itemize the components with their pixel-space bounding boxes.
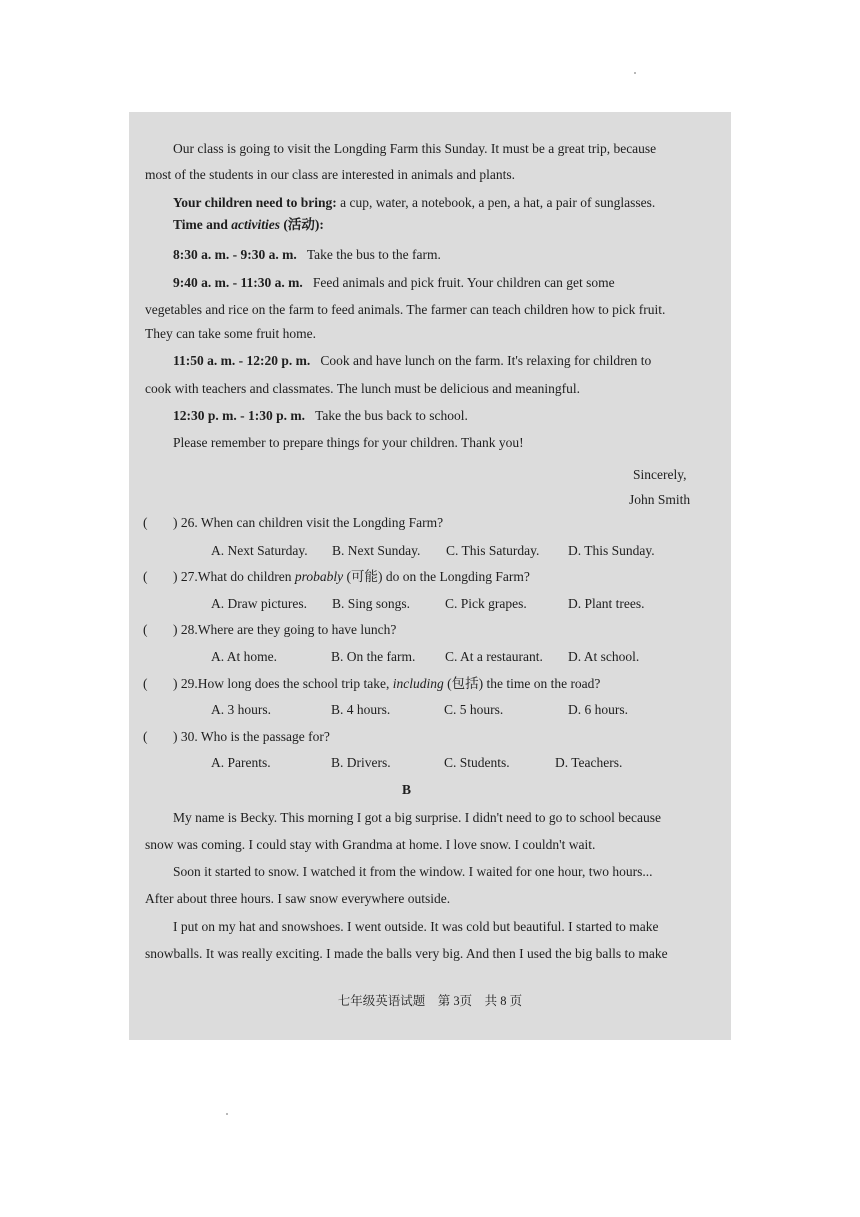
question-27-italic: probably: [294, 569, 344, 584]
scan-speck: [226, 1113, 228, 1115]
question-28-text: ) 28.Where are they going to have lunch?: [173, 622, 397, 637]
closing-note: Please remember to prepare things for your children. Thank you!: [173, 435, 524, 450]
question-27-after: (可能) do on the Longding Farm?: [343, 569, 530, 584]
option: A. Next Saturday.: [211, 543, 308, 558]
option: B. Next Sunday.: [332, 543, 421, 558]
passage-a-intro-line-1: Our class is going to visit the Longding Farm this Sunday. It must be a great trip, because: [173, 141, 657, 156]
schedule-text-2: Feed animals and pick fruit. Your children can get some: [312, 275, 615, 290]
question-29-text: ) 29.How long does the school trip take,: [173, 676, 393, 691]
sign-off: Sincerely,: [633, 467, 687, 482]
answer-blank-27[interactable]: (: [143, 569, 148, 584]
question-29-after: (包括) the time on the road?: [443, 676, 601, 691]
activities-cn: (活动):: [280, 217, 324, 232]
passage-b-line: snowballs. It was really exciting. I made the balls very big. And then I used the big balls to make: [145, 946, 668, 961]
schedule-item-1: [145, 246, 743, 264]
schedule-time-1: 8:30 a. m. - 9:30 a. m.: [173, 247, 297, 262]
passage-b-line: My name is Becky. This morning I got a big surprise. I didn't need to go to school because: [173, 810, 661, 825]
schedule-text-3: Cook and have lunch on the farm. It's relaxing for children to: [320, 353, 652, 368]
schedule-item-2: [145, 274, 743, 292]
schedule-cont-2b: They can take some fruit home.: [145, 326, 316, 341]
page-footer: 七年级英语试题 第 3页 共 8 页: [337, 994, 523, 1008]
passage-b-line: Soon it started to snow. I watched it from the window. I waited for one hour, two hours...: [173, 864, 653, 879]
activities-word: activities: [231, 217, 280, 232]
option: D. At school.: [568, 649, 640, 664]
exam-page: [129, 112, 731, 1040]
answer-blank-28[interactable]: (: [143, 622, 148, 637]
schedule-cont-2a: vegetables and rice on the farm to feed animals. The farmer can teach children how to pick fruit.: [145, 302, 666, 317]
answer-blank-29[interactable]: (: [143, 676, 148, 691]
option: C. This Saturday.: [446, 543, 540, 558]
option: D. Plant trees.: [568, 596, 645, 611]
scan-speck: [634, 72, 636, 74]
question-27: [143, 568, 530, 586]
answer-blank-26[interactable]: (: [143, 515, 148, 530]
option: B. 4 hours.: [331, 702, 391, 717]
option: B. On the farm.: [331, 649, 416, 664]
question-30-text: ) 30. Who is the passage for?: [173, 729, 330, 744]
option: A. Draw pictures.: [211, 596, 307, 611]
schedule-time-4: 12:30 p. m. - 1:30 p. m.: [173, 408, 305, 423]
passage-b-line: snow was coming. I could stay with Grandma at home. I love snow. I couldn't wait.: [145, 837, 596, 852]
option: B. Sing songs.: [332, 596, 411, 611]
option: A. At home.: [211, 649, 277, 664]
question-29: [143, 675, 600, 693]
bring-text: a cup, water, a notebook, a pen, a hat, a pair of sunglasses.: [336, 195, 656, 210]
question-26: [143, 514, 443, 532]
schedule-item-4: [145, 407, 743, 425]
option: C. Pick grapes.: [445, 596, 527, 611]
passage-b-line: After about three hours. I saw snow everywhere outside.: [145, 891, 451, 906]
time-label: Time and: [173, 217, 232, 232]
option: D. Teachers.: [555, 755, 623, 770]
option: D. This Sunday.: [568, 543, 655, 558]
option: C. 5 hours.: [444, 702, 504, 717]
schedule-time-2: 9:40 a. m. - 11:30 a. m.: [173, 275, 303, 290]
option: A. Parents.: [211, 755, 271, 770]
option: C. At a restaurant.: [445, 649, 543, 664]
schedule-text-1: Take the bus to the farm.: [306, 247, 441, 262]
section-b-heading: B: [402, 782, 412, 797]
question-27-text: ) 27.What do children: [173, 569, 295, 584]
signature: John Smith: [629, 492, 691, 507]
question-28: [143, 621, 396, 639]
option: B. Drivers.: [331, 755, 391, 770]
question-30: [143, 728, 330, 746]
question-29-italic: including: [392, 676, 444, 691]
option: C. Students.: [444, 755, 510, 770]
schedule-item-3: [145, 352, 743, 370]
option: D. 6 hours.: [568, 702, 628, 717]
schedule-cont-3: cook with teachers and classmates. The lunch must be delicious and meaningful.: [145, 381, 581, 396]
bring-line: [145, 194, 743, 212]
schedule-time-3: 11:50 a. m. - 12:20 p. m.: [173, 353, 311, 368]
passage-a-intro-line-2: most of the students in our class are interested in animals and plants.: [145, 167, 516, 182]
option: A. 3 hours.: [211, 702, 271, 717]
question-26-text: ) 26. When can children visit the Longding Farm?: [173, 515, 444, 530]
passage-b-line: I put on my hat and snowshoes. I went outside. It was cold but beautiful. I started to make: [173, 919, 659, 934]
schedule-text-4: Take the bus back to school.: [315, 408, 468, 423]
time-activities-heading: [145, 216, 743, 234]
bring-label: Your children need to bring:: [173, 195, 337, 210]
answer-blank-30[interactable]: (: [143, 729, 148, 744]
